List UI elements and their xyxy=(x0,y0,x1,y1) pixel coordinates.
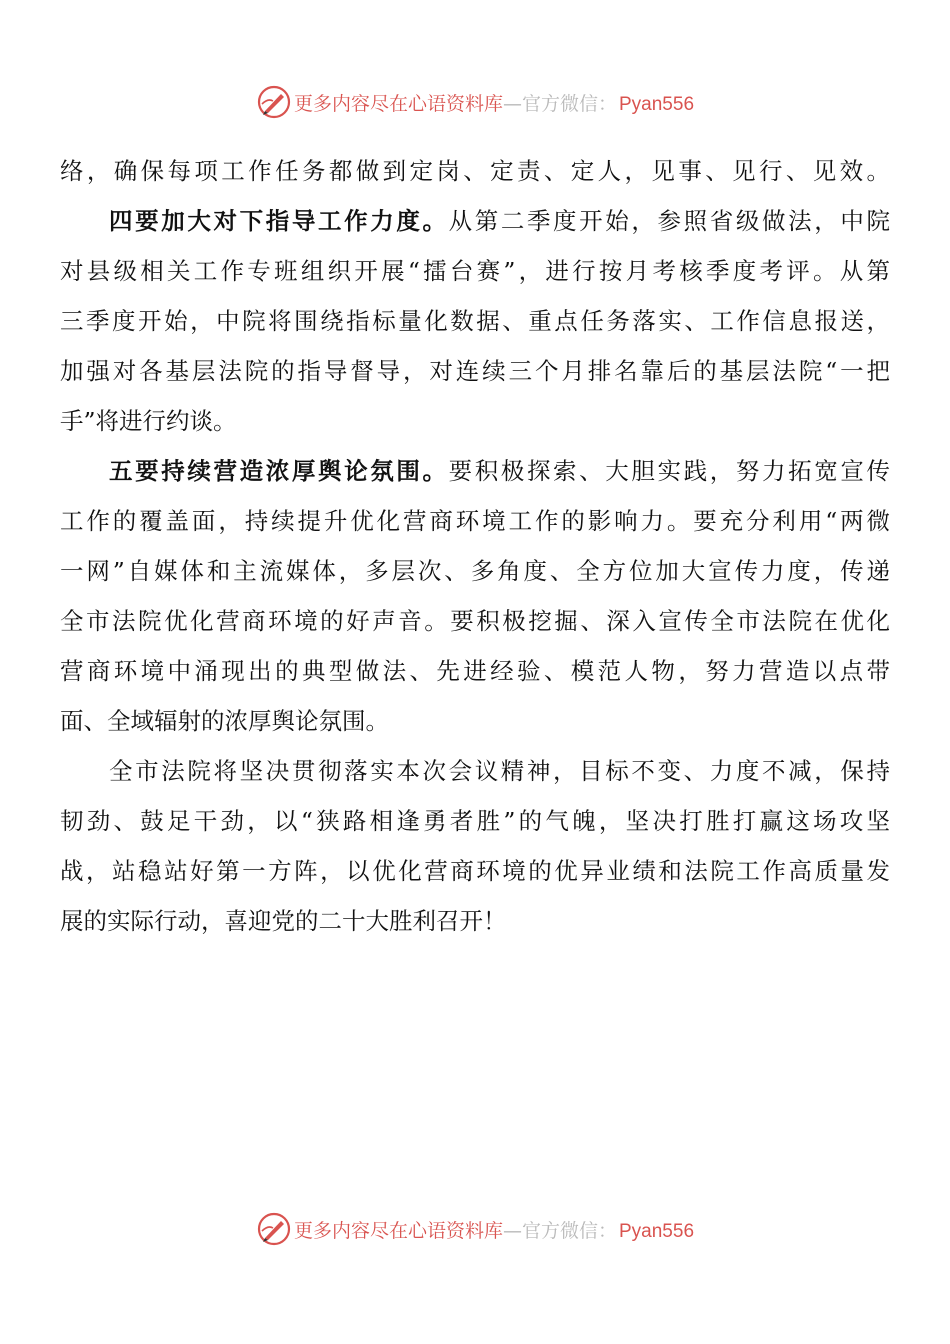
banner-title: 更多内容尽在心语资料库 xyxy=(293,1219,503,1242)
text-line: 展的实际行动，喜迎党的二十大胜利召开！ xyxy=(60,907,507,935)
paragraph-6-line-1: 全市法院将坚决贯彻落实本次会议精神，目标不变、力度不减，保持 xyxy=(109,757,890,785)
header-watermark-banner xyxy=(0,82,950,122)
text-line: 韧劲、鼓足干劲，以“狭路相逢勇者胜”的气魄，坚决打胜打赢这场攻坚 xyxy=(60,807,890,835)
text-line: 面、全域辐射的浓厚舆论氛围。 xyxy=(60,707,389,735)
paragraph-5-heading: 五要持续营造浓厚舆论氛围。 xyxy=(109,457,449,485)
banner-dash: — xyxy=(502,92,522,115)
text-line: 全市法院优化营商环境的好声音。要积极挖掘、深入宣传全市法院在优化 xyxy=(60,607,890,635)
text-line: 工作的覆盖面，持续提升优化营商环境工作的影响力。要充分利用“两微 xyxy=(60,507,890,535)
banner-dash: — xyxy=(502,1219,522,1242)
paragraph-4-line-1 xyxy=(60,196,890,246)
text-line: 战，站稳站好第一方阵，以优化营商环境的优异业绩和法院工作高质量发 xyxy=(60,857,890,885)
banner-text xyxy=(294,1216,694,1243)
pen-logo-icon xyxy=(256,1211,292,1247)
banner-text xyxy=(294,89,694,116)
text-line: 加强对各基层法院的指导督导，对连续三个月排名靠后的基层法院“一把 xyxy=(60,357,890,385)
banner-wechat-label: 官方微信： xyxy=(521,1219,617,1242)
text-line: 三季度开始，中院将围绕指标量化数据、重点任务落实、工作信息报送， xyxy=(60,307,890,335)
footer-watermark-banner xyxy=(0,1209,950,1249)
text-line: 营商环境中涌现出的典型做法、先进经验、模范人物，努力营造以点带 xyxy=(60,657,890,685)
pen-logo-icon xyxy=(256,84,292,120)
text-line: 手”将进行约谈。 xyxy=(60,407,237,435)
paragraph-4-text: 从第二季度开始，参照省级做法，中院 xyxy=(448,207,890,235)
banner-wechat-id: Pyan556 xyxy=(619,93,695,115)
paragraph-4-heading: 四要加大对下指导工作力度。 xyxy=(109,207,449,235)
text-line: 对县级相关工作专班组织开展“擂台赛”，进行按月考核季度考评。从第 xyxy=(60,257,890,285)
text-line: 络，确保每项工作任务都做到定岗、定责、定人，见事、见行、见效。 xyxy=(60,157,890,185)
banner-wechat-label: 官方微信： xyxy=(521,92,617,115)
paragraph-5-text: 要积极探索、大胆实践，努力拓宽宣传 xyxy=(448,457,890,485)
banner-title: 更多内容尽在心语资料库 xyxy=(293,92,503,115)
paragraph-5-line-1 xyxy=(60,446,890,496)
banner-wechat-id: Pyan556 xyxy=(619,1220,695,1242)
text-line: 一网”自媒体和主流媒体，多层次、多角度、全方位加大宣传力度，传递 xyxy=(60,557,890,585)
document-body xyxy=(60,146,890,946)
